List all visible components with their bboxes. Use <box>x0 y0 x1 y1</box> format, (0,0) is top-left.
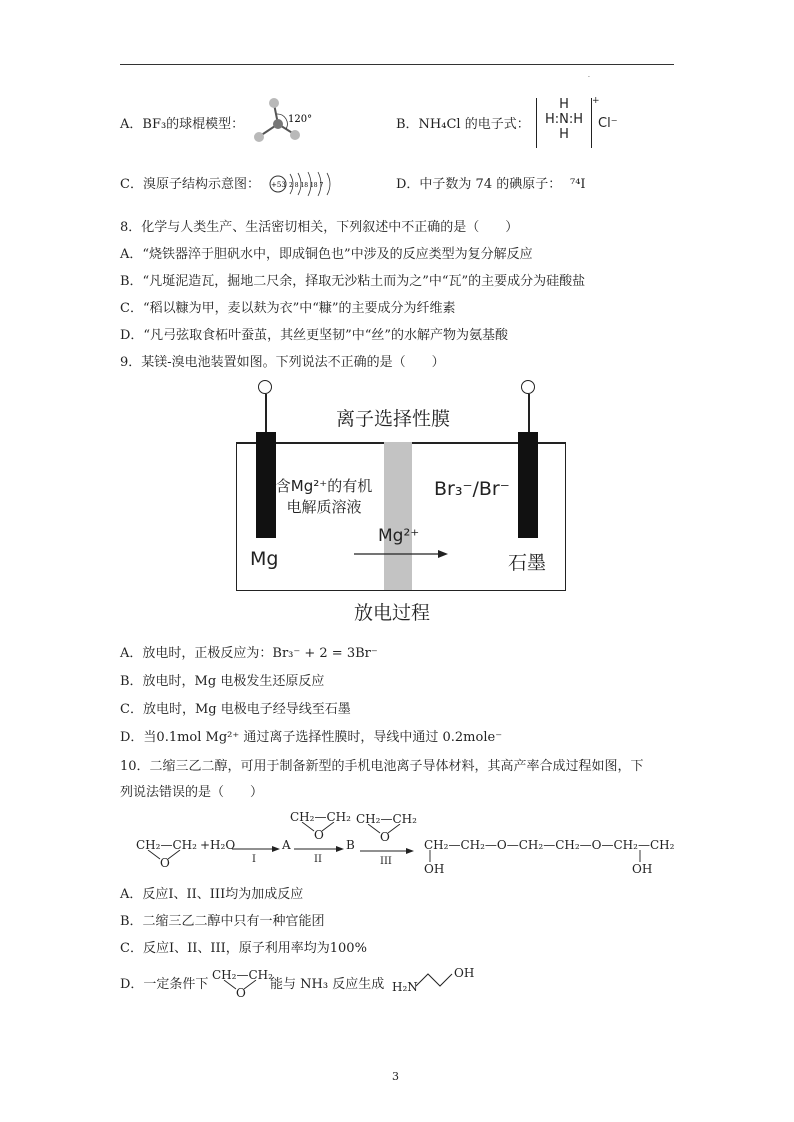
intermediate-a: A <box>282 838 291 852</box>
q9-option-b: B．放电时，Mg 电极发生还原反应 <box>120 674 325 689</box>
tank-top-right <box>538 442 566 444</box>
left-solution-line1: 含Mg²⁺的有机 <box>275 477 373 495</box>
iodine-isotope-symbol: ⁷⁴I <box>570 177 586 192</box>
q7-option-b: B．NH₄Cl 的电子式： <box>396 117 530 132</box>
reactant-oxygen: O <box>160 856 170 870</box>
nh4-charge: + <box>592 96 600 106</box>
graphite-electrode <box>518 432 538 538</box>
option-d-oxygen: O <box>236 986 246 1000</box>
nucleus-charge: +53 <box>271 181 286 189</box>
tank-top-mid-right <box>412 442 518 444</box>
q10-stem-line1: 10．二缩三乙二醇，可用于制备新型的手机电池离子导体材料，其高产率合成过程如图，下 <box>120 759 644 774</box>
aminoethanol-zigzag <box>416 968 456 992</box>
q8-option-b: B．“凡埏泥造瓦，掘地二尺余，择取无沙粘土而为之”中“瓦”的主要成分为硅酸盐 <box>120 274 586 289</box>
reaction-arrow-3 <box>360 846 414 856</box>
q10-option-a: A．反应I、II、III均为加成反应 <box>120 887 304 902</box>
synthesis-scheme <box>120 806 680 876</box>
step-1-label: I <box>252 854 256 865</box>
reagent-3-oxygen: O <box>380 830 390 844</box>
q7-option-c: C．溴原子结构示意图： <box>120 177 260 192</box>
nh4-electron-formula <box>536 98 592 148</box>
graphite-electrode-label: 石墨 <box>508 552 547 574</box>
q8-option-d: D．“凡弓弦取食柘叶蚕茧，其丝更坚韧”中“丝”的水解产物为氨基酸 <box>120 328 509 343</box>
q10-option-c: C．反应I、II、III，原子利用率均为100% <box>120 941 367 956</box>
tank-top-left <box>236 442 256 444</box>
reagent-ethylene-oxide-2: CH₂—CH₂ <box>290 810 351 824</box>
triethylene-glycol-product: CH₂—CH₂—O—CH₂—CH₂—O—CH₂—CH₂ <box>424 838 675 852</box>
discharge-caption: 放电过程 <box>354 602 431 624</box>
reagent-ethylene-oxide-3: CH₂—CH₂ <box>356 812 417 826</box>
q7-option-d: D．中子数为 74 的碘原子： <box>396 177 562 192</box>
header-dot: . <box>588 72 590 79</box>
q10-option-d <box>120 964 680 1004</box>
q9-option-d: D．当0.1mol Mg²⁺ 通过离子选择性膜时，导线中通过 0.2mole⁻ <box>120 730 503 745</box>
bromine-atom-structure-diagram <box>266 170 336 198</box>
chloride-ion: Cl⁻ <box>598 116 618 131</box>
plus-water: +H₂O <box>200 838 236 852</box>
ion-selective-membrane <box>384 442 412 590</box>
header-rule <box>120 64 674 65</box>
q10-option-d-prefix: D．一定条件下 <box>120 977 209 992</box>
mg-electrode-label: Mg <box>250 548 279 570</box>
q9-option-a: A．放电时，正极反应为：Br₃⁻ + 2 = 3Br⁻ <box>120 646 378 661</box>
q10-stem-line2: 列说法错误的是（ ） <box>120 785 264 800</box>
intermediate-b: B <box>346 838 355 852</box>
reagent-2-oxygen: O <box>314 828 324 842</box>
page-number: 3 <box>392 1070 399 1083</box>
q8-option-a: A．“烧铁器淬于胆矾水中，即成铜色也”中涉及的反应类型为复分解反应 <box>120 247 533 262</box>
right-solution-label: Br₃⁻/Br⁻ <box>434 478 510 500</box>
nh4-h-bottom: H <box>559 127 569 142</box>
right-terminal-wire <box>528 394 530 432</box>
ion-migration-arrow <box>354 548 448 560</box>
nh4-h-top: H <box>559 97 569 112</box>
mg-electrode <box>256 432 276 538</box>
step-3-label: III <box>380 856 392 867</box>
q10-option-d-middle: 能与 NH₃ 反应生成 <box>270 977 385 992</box>
reaction-arrow-2 <box>294 844 344 854</box>
product-hydroxyl-right: OH <box>632 862 653 876</box>
aminoethanol-amine: H₂N <box>392 980 418 994</box>
tank-top-mid-left <box>276 442 386 444</box>
step-2-label: II <box>314 854 322 865</box>
q8-stem: 8．化学与人类生产、生活密切相关，下列叙述中不正确的是（ ） <box>120 220 519 235</box>
left-terminal-wire <box>265 394 267 432</box>
nh4-h-n-h: H:N:H <box>544 112 584 127</box>
bf3-ball-stick-model <box>246 96 320 152</box>
reaction-arrow-1 <box>232 844 280 854</box>
bf3-angle-label: 120° <box>288 114 313 125</box>
q8-option-c: C．“稻以糠为甲，麦以麸为衣”中“糠”的主要成分为纤维素 <box>120 301 456 316</box>
q10-option-b: B．二缩三乙二醇中只有一种官能团 <box>120 914 325 929</box>
q9-stem: 9．某镁-溴电池装置如图。下列说法不正确的是（ ） <box>120 355 445 370</box>
aminoethanol-hydroxyl: OH <box>454 966 475 980</box>
electron-shell-counts: 2 8 18 18 7 <box>289 182 324 189</box>
right-terminal <box>521 380 535 394</box>
membrane-label: 离子选择性膜 <box>336 408 451 430</box>
left-solution-label <box>274 476 374 518</box>
option-d-ethylene-oxide: CH₂—CH₂ <box>212 968 273 982</box>
q7-option-a: A．BF₃的球棍模型： <box>120 117 245 132</box>
mg-br-battery-diagram <box>236 378 566 626</box>
mg-ion-label: Mg²⁺ <box>378 526 420 546</box>
left-terminal <box>258 380 272 394</box>
left-solution-line2: 电解质溶液 <box>286 498 362 516</box>
product-hydroxyl-left: OH <box>424 862 445 876</box>
q9-option-c: C．放电时，Mg 电极电子经导线至石墨 <box>120 702 351 717</box>
ethylene-oxide-reactant: CH₂—CH₂ <box>136 838 197 852</box>
